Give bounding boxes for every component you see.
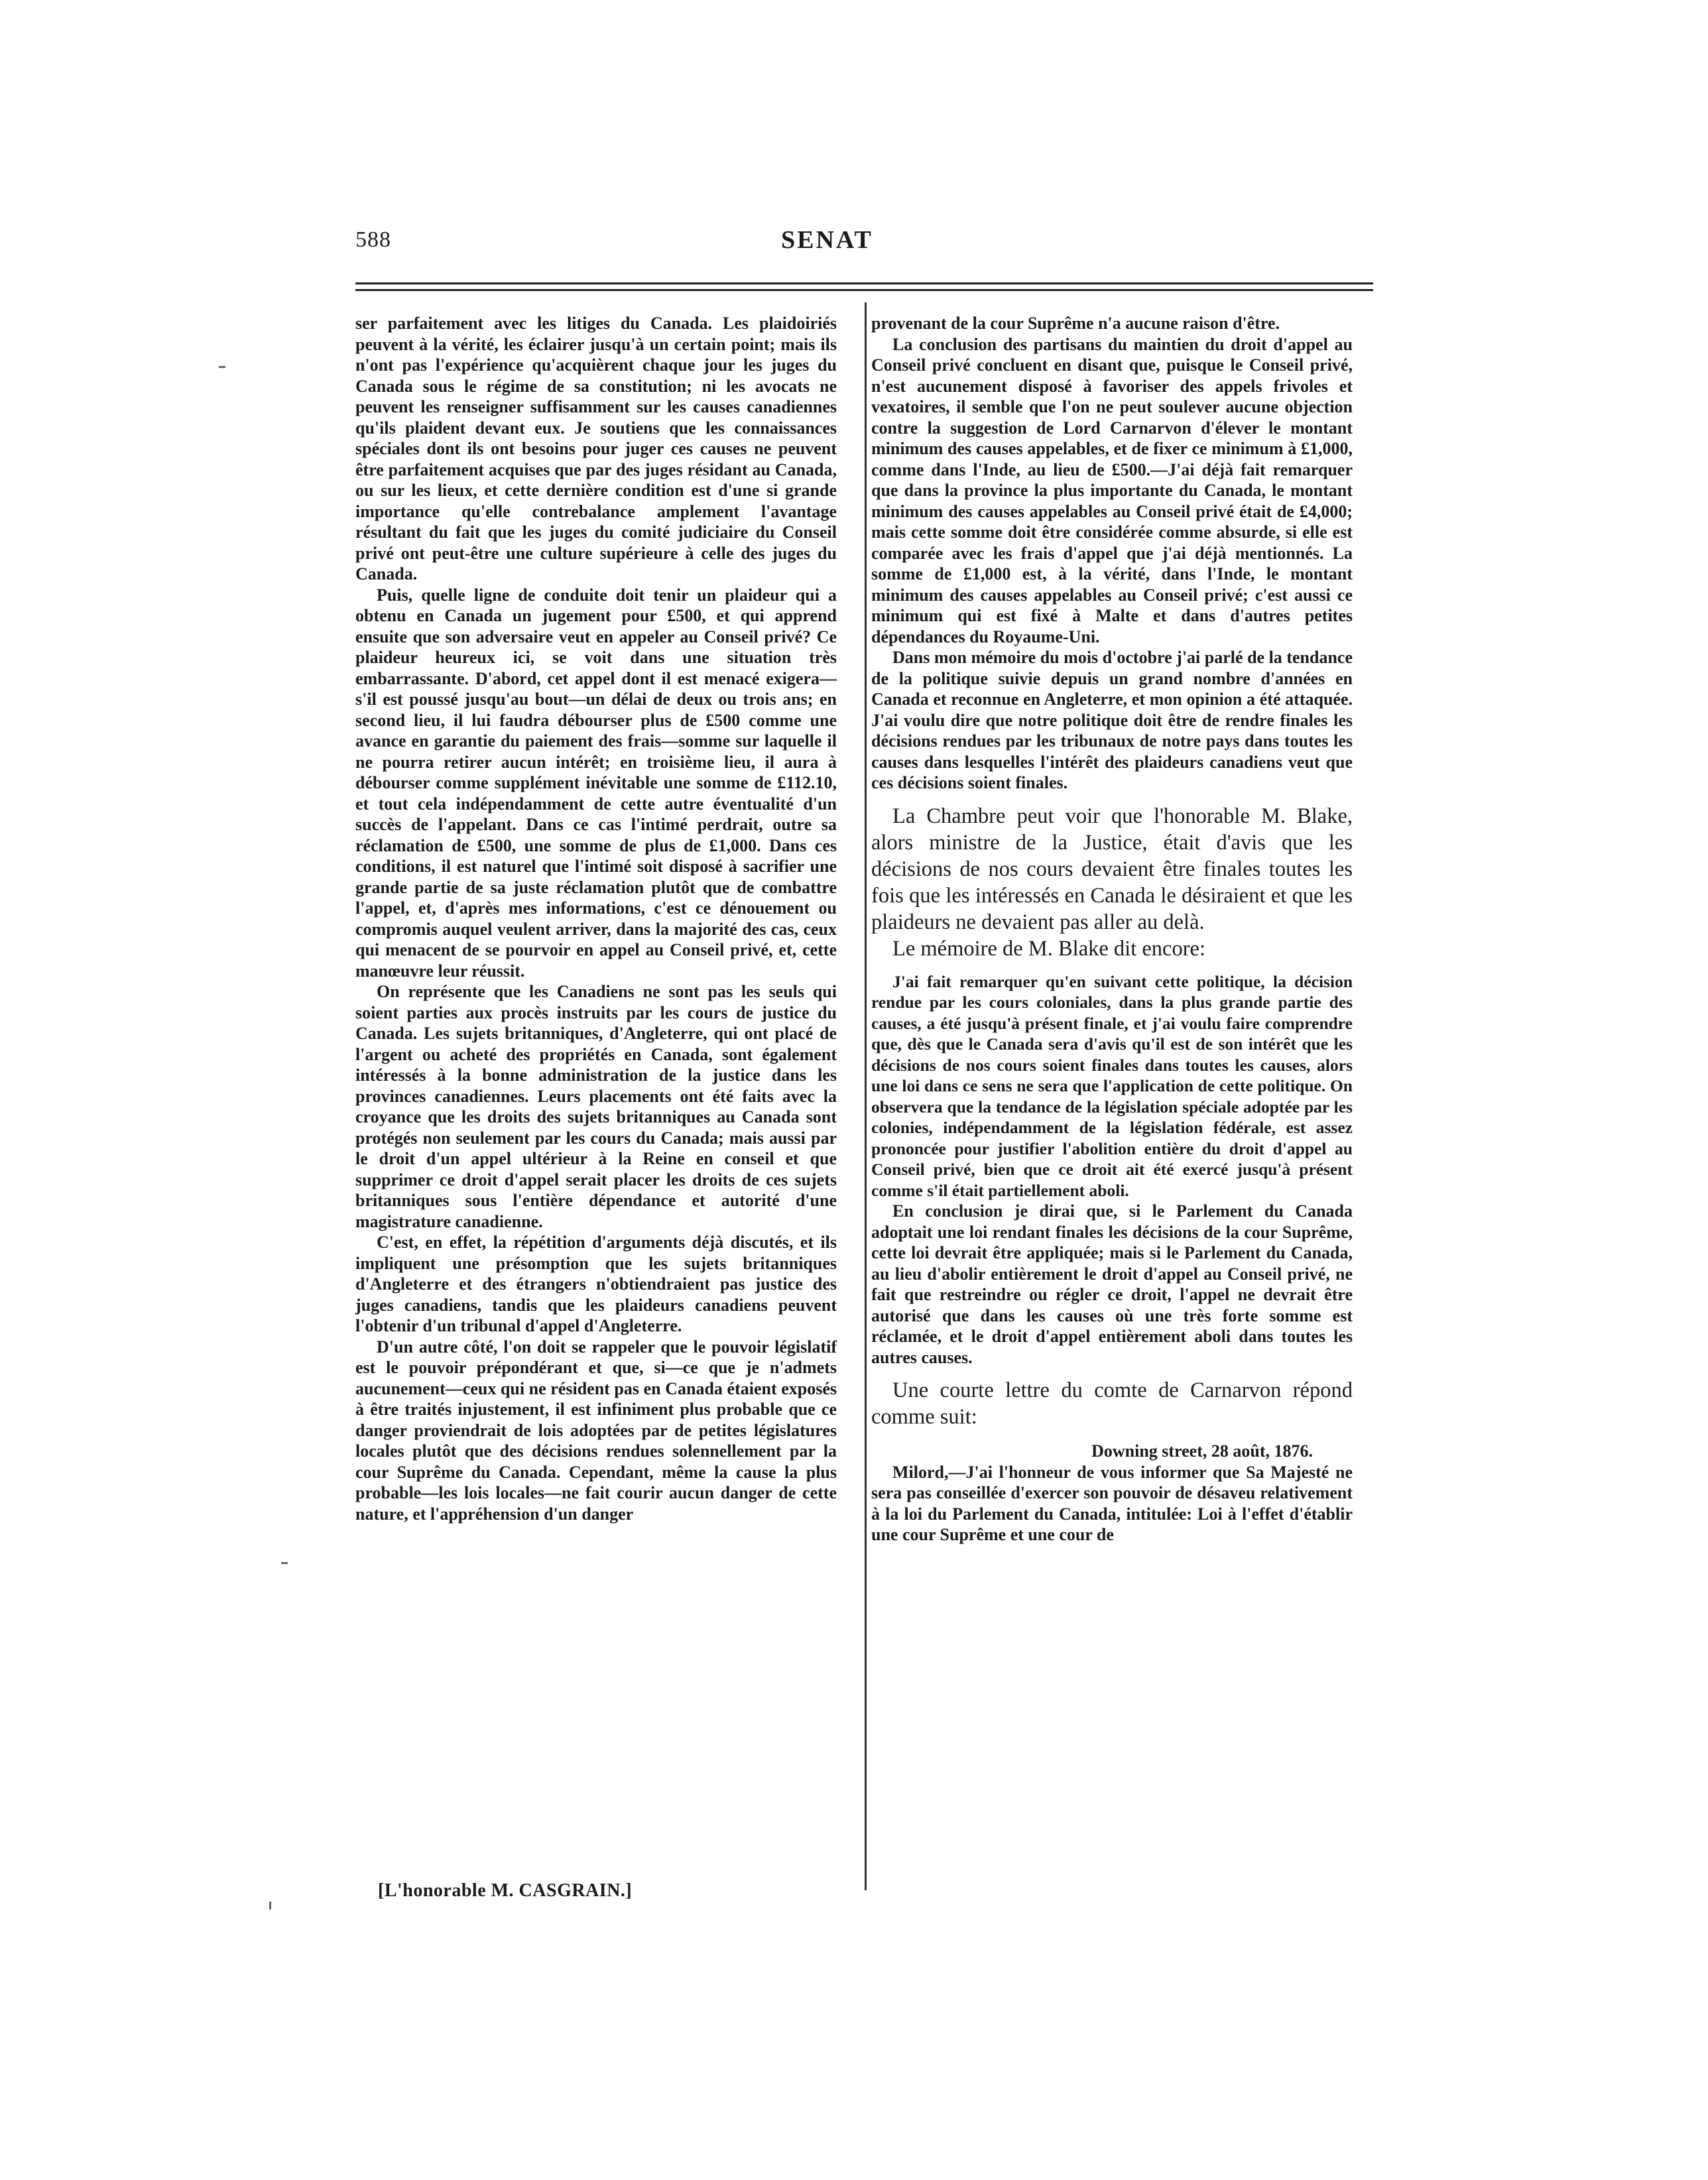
quote-paragraph-1: J'ai fait remarquer qu'en suivant cette politique, la décision rendue par les cours coloniales, dans la plus grande partie des causes, a été jusqu'à présent finale, et j'ai voulu faire comprendre que, dès que le Canada sera d'avis qu'il est de son intérêt que les décisions de nos cours soient finales dans toutes les causes, alors une loi dans ce sens ne sera que l'application de cette politique. On observera que la tendance de la législation spéciale adoptée par les colonies, indépendamment de la législation fédérale, est assez prononcée pour justifier l'abolition entière du droit d'appel au Conseil privé, bien que ce droit ait été exercé jusqu'à présent comme s'il était partiellement aboli.: [871, 971, 1353, 1200]
scan-mark: [269, 1902, 271, 1909]
speech-paragraph-3: Une courte lettre du comte de Carnarvon répond comme suit:: [871, 1378, 1353, 1429]
header-rule-top: [355, 282, 1373, 284]
column-divider: [865, 302, 867, 1890]
left-paragraph-3: On représente que les Canadiens ne sont pas les seuls qui soient parties aux procès instruits par les cours de justice du Canada. Les sujets britanniques, d'Angleterre, qui ont placé de l'argent ou acheté des propriétés en Canada, sont également intéressés à la bonne administration de la justice dans les provinces canadiennes. Leurs placements ont été faits avec la croyance que les droits des sujets britanniques au Canada sont protégés non seulement par les cours du Canada; mais aussi par le droit d'un appel ultérieur à la Reine en conseil et que supprimer ce droit d'appel serait placer les droits de ces sujets britanniques sous l'entière dépendance et autorité d'une magistrature canadienne.: [355, 982, 837, 1231]
memo-paragraph-2: La conclusion des partisans du maintien du droit d'appel au Conseil privé concluent en disant que, puisque le Conseil privé, n'est aucunement disposé à favoriser des appels frivoles et vexatoires, il semble que l'on ne peut soulever aucune objection contre la suggestion de Lord Carnarvon d'élever le montant minimum des causes appelables, et de fixer ce minimum à £1,000, comme dans l'Inde, au lieu de £500.—J'ai déjà fait remarquer que dans la province la plus importante du Canada, le montant minimum des causes appelables au Conseil privé était de £4,000; mais cette somme doit être considérée comme absurde, si elle est comparée avec les frais d'appel que j'ai déjà mentionnés. La somme de £1,000 est, à la vérité, dans l'Inde, le montant minimum des causes appelables au Conseil privé; c'est aussi ce minimum qui est fixé à Malte et dans d'autres petites dépendances du Royaume-Uni.: [871, 334, 1353, 646]
left-paragraph-1: ser parfaitement avec les litiges du Canada. Les plaidoiriés peuvent à la vérité, les éclairer jusqu'à un certain point; mais ils n'ont pas l'expérience qu'acquièrent chaque jour les juges du Canada sous le régime de sa constitution; ni les avocats ne peuvent les renseigner suffisamment sur les causes canadiennes qu'ils plaident devant eux. Je soutiens que les connaissances spéciales dont ils ont besoins pour juger ces causes ne peuvent être parfaitement acquises que par des juges résidant au Canada, ou sur les lieux, et cette dernière condition est d'une si grande importance qu'elle contrebalance amplement l'avantage résultant du fait que les juges du comité judiciaire du Conseil privé ont peut-être une culture supérieure à celle des juges du Canada.: [355, 314, 837, 583]
speech-paragraph-2: Le mémoire de M. Blake dit encore:: [892, 936, 1205, 961]
left-column: [355, 313, 837, 1524]
left-paragraph-4: C'est, en effet, la répétition d'arguments déjà discutés, et ils impliquent une présomption que les sujets britanniques d'Angleterre et des étrangers n'obtiendraient pas justice des juges canadiens, tandis que les plaideurs canadiens peuvent l'obtenir d'un tribunal d'appel d'Angleterre.: [355, 1233, 837, 1335]
left-paragraph-5: D'un autre côté, l'on doit se rappeler que le pouvoir législatif est le pouvoir prépondérant et que, si—ce que je n'admets aucunement—ceux qui ne résident pas en Canada étaient exposés à être traités injustement, il est infiniment plus probable que ce danger proviendrait de lois adoptées par de petites législatures locales plutôt que des décisions rendues solennellement par la cour Suprême du Canada. Cependant, même la cause la plus probable—les lois locales—ne fait courir aucun danger de cette nature, et l'appréhension d'un danger: [355, 1337, 837, 1524]
page-number: 588: [355, 227, 391, 252]
quote-paragraph-2: En conclusion je dirai que, si le Parlement du Canada adoptait une loi rendant finales les décisions de la cour Suprême, cette loi devrait être appliquée; mais si le Parlement du Canada, au lieu d'abolir entièrement le droit d'appel au Conseil privé, ne fait que restreindre ou régler ce droit, l'appel ne devrait être autorisé que dans les causes où une très forte somme est réclamée, et le droit d'appel entièrement aboli dans toutes les autres causes.: [871, 1201, 1353, 1367]
speaker-tag: [L'honorable M. CASGRAIN.]: [378, 1880, 633, 1901]
header-rule-bottom: [355, 289, 1373, 291]
letter-body: Milord,—J'ai l'honneur de vous informer que Sa Majesté ne sera pas conseillée d'exercer son pouvoir de désaveu relativement à la loi du Parlement du Canada, intitulée: Loi à l'effet d'établir une cour Suprême et une cour de: [871, 1462, 1353, 1544]
letter-dateline: Downing street, 28 août, 1876.: [1091, 1441, 1313, 1461]
right-column: [871, 313, 1353, 1545]
memo-paragraph-1: provenant de la cour Suprême n'a aucune raison d'être.: [871, 314, 1280, 333]
left-paragraph-2: Puis, quelle ligne de conduite doit tenir un plaideur qui a obtenu en Canada un jugement pour £500, et qui apprend ensuite que son adversaire veut en appeler au Conseil privé? Ce plaideur heureux ici, se voit dans une situation très embarrassante. D'abord, cet appel dont il est menacé exigera—s'il est poussé jusqu'au bout—un délai de deux ou trois ans; en second lieu, il lui faudra débourser plus de £500 comme une avance en garantie du paiement des frais—somme sur laquelle il ne pourra retirer aucun intérêt; en troisième lieu, il aura à débourser comme supplément inévitable une somme de £112.10, et tout cela indépendamment de cette autre éventualité d'un succès de l'appelant. Dans ce cas l'intimé perdrait, outre sa réclamation de £500, une somme de plus de £1,000. Dans ces conditions, il est naturel que l'intimé soit disposé à sacrifier une grande partie de sa juste réclamation plutôt que de combattre l'appel, et, d'après mes informations, c'est ce dénouement ou compromis auquel veulent arriver, dans la majorité des cas, ceux qui menacent de se pourvoir en appel au Conseil privé, et, cette manœuvre leur réussit.: [355, 585, 837, 981]
scan-mark: [281, 1562, 288, 1564]
speech-paragraph-1: La Chambre peut voir que l'honorable M. Blake, alors ministre de la Justice, était d'avis que les décisions de nos cours devaient être finales toutes les fois que les intéressés en Canada le désiraient et que les plaideurs ne devaient pas aller au delà.: [871, 804, 1353, 934]
running-head: SENAT: [781, 226, 873, 254]
scan-mark: [219, 366, 225, 368]
memo-paragraph-3: Dans mon mémoire du mois d'octobre j'ai parlé de la tendance de la politique suivie depuis un grand nombre d'années en Canada et reconnue en Angleterre, et mon opinion a été attaquée. J'ai voulu dire que notre politique doit être de rendre finales les décisions rendues par les tribunaux de notre pays dans toutes les causes dans lesquelles l'intérêt des plaideurs canadiens veut que ces décisions soient finales.: [871, 648, 1353, 792]
